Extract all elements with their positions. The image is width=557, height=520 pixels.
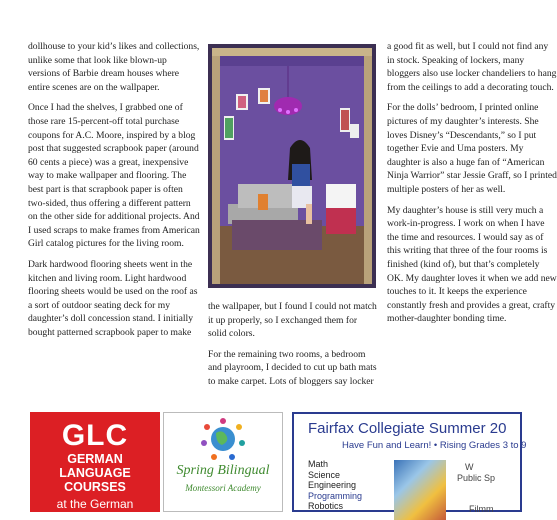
paragraph: For the remaining two rooms, a bedroom and playroom, I decided to cut up bath mats to make carpet. Lots of bloggers say locker [208, 348, 377, 387]
dollhouse-photo-illustration [208, 44, 376, 288]
paragraph: dollhouse to your kid’s likes and collections, unlike some that look like blown-up versions of Barbie dream houses where entire scenes are on the wallpaper. [28, 41, 200, 93]
glc-line: COURSES [64, 480, 126, 494]
paragraph: Once I had the shelves, I grabbed one of those rare 15-percent-off total purchase coupons for A.C. Moore, inspired by a blog post that suggested scrapbook paper (around 60 cents a piece) was a great, inexpensive way to make wallpaper and flooring. The best part is that scrapbook paper is often two-sided, thus offering a different pattern on the other side for additional projects. And I used scraps to make frames from American Girl catalog pictures for the living room. [28, 102, 200, 250]
glc-line: GERMAN [67, 452, 123, 466]
spring-bilingual-subtitle: Montessori Academy [185, 483, 261, 493]
list-item: Robotics [308, 501, 344, 511]
paragraph: a good fit as well, but I could not find any in stock. Speaking of lockers, many bloggers also use locker chandeliers to hang from the ceilings to add a decorating touch. [387, 41, 557, 93]
paragraph: the wallpaper, but I found I could not match it up properly, so I exchanged them for solid colors. [208, 301, 377, 340]
dollhouse-photo [208, 44, 376, 288]
spring-bilingual-ad[interactable] [163, 412, 283, 512]
fairfax-subtitle: Have Fun and Learn! • Rising Grades 3 to 9 [342, 440, 527, 451]
fairfax-subject-list [308, 459, 362, 512]
glc-ad[interactable] [30, 412, 160, 512]
paragraph: Dark hardwood flooring sheets went in the kitchen and living room. Light hardwood flooring sheets would be used on the roof as a sort of outdoor seating deck for my daughter’s doll concession stand. I initially bought patterned scrapbook paper to make [28, 258, 198, 338]
glc-line: at the German [56, 497, 134, 511]
article-column-3 [387, 40, 557, 333]
fairfax-collegiate-ad[interactable] [292, 412, 527, 514]
fairfax-title: Fairfax Collegiate Summer 20 [308, 420, 507, 437]
list-item: Math [308, 459, 329, 469]
fairfax-right-text: Public Sp [457, 473, 496, 483]
globe-kids-logo-icon [164, 415, 282, 465]
spring-bilingual-name: Spring Bilingual [176, 463, 270, 478]
fairfax-right-text: W [465, 462, 474, 472]
paragraph: My daughter’s house is still very much a work-in-progress. I work on when I have the time and resources. I would say as of this writing that three of the four rooms is finished (kind of), but that’s completely OK. My daughter loves it when we add new touches to it. It keeps the experience constantly fresh and provides a great, crafty mother-daughter bonding time. [387, 204, 557, 325]
glc-line: LANGUAGE [59, 466, 131, 480]
list-item: Programming [308, 490, 363, 501]
book-covers-image [394, 460, 446, 520]
fairfax-right-text: Filmm [469, 504, 494, 514]
list-item: Engineering [308, 480, 357, 490]
article-column-1 [28, 40, 200, 346]
list-item: Science [308, 469, 341, 480]
paragraph: For the dolls’ bedroom, I printed online pictures of my daughter’s interests. She loves Disney’s “Descendants,” so I put together Evie and Uma posters. My daughter is also a huge fan of “American Ninja Warrior” star Jessie Graff, so I printed multiple posters of her as well. [387, 102, 557, 195]
glc-logo-text: GLC [61, 419, 129, 452]
